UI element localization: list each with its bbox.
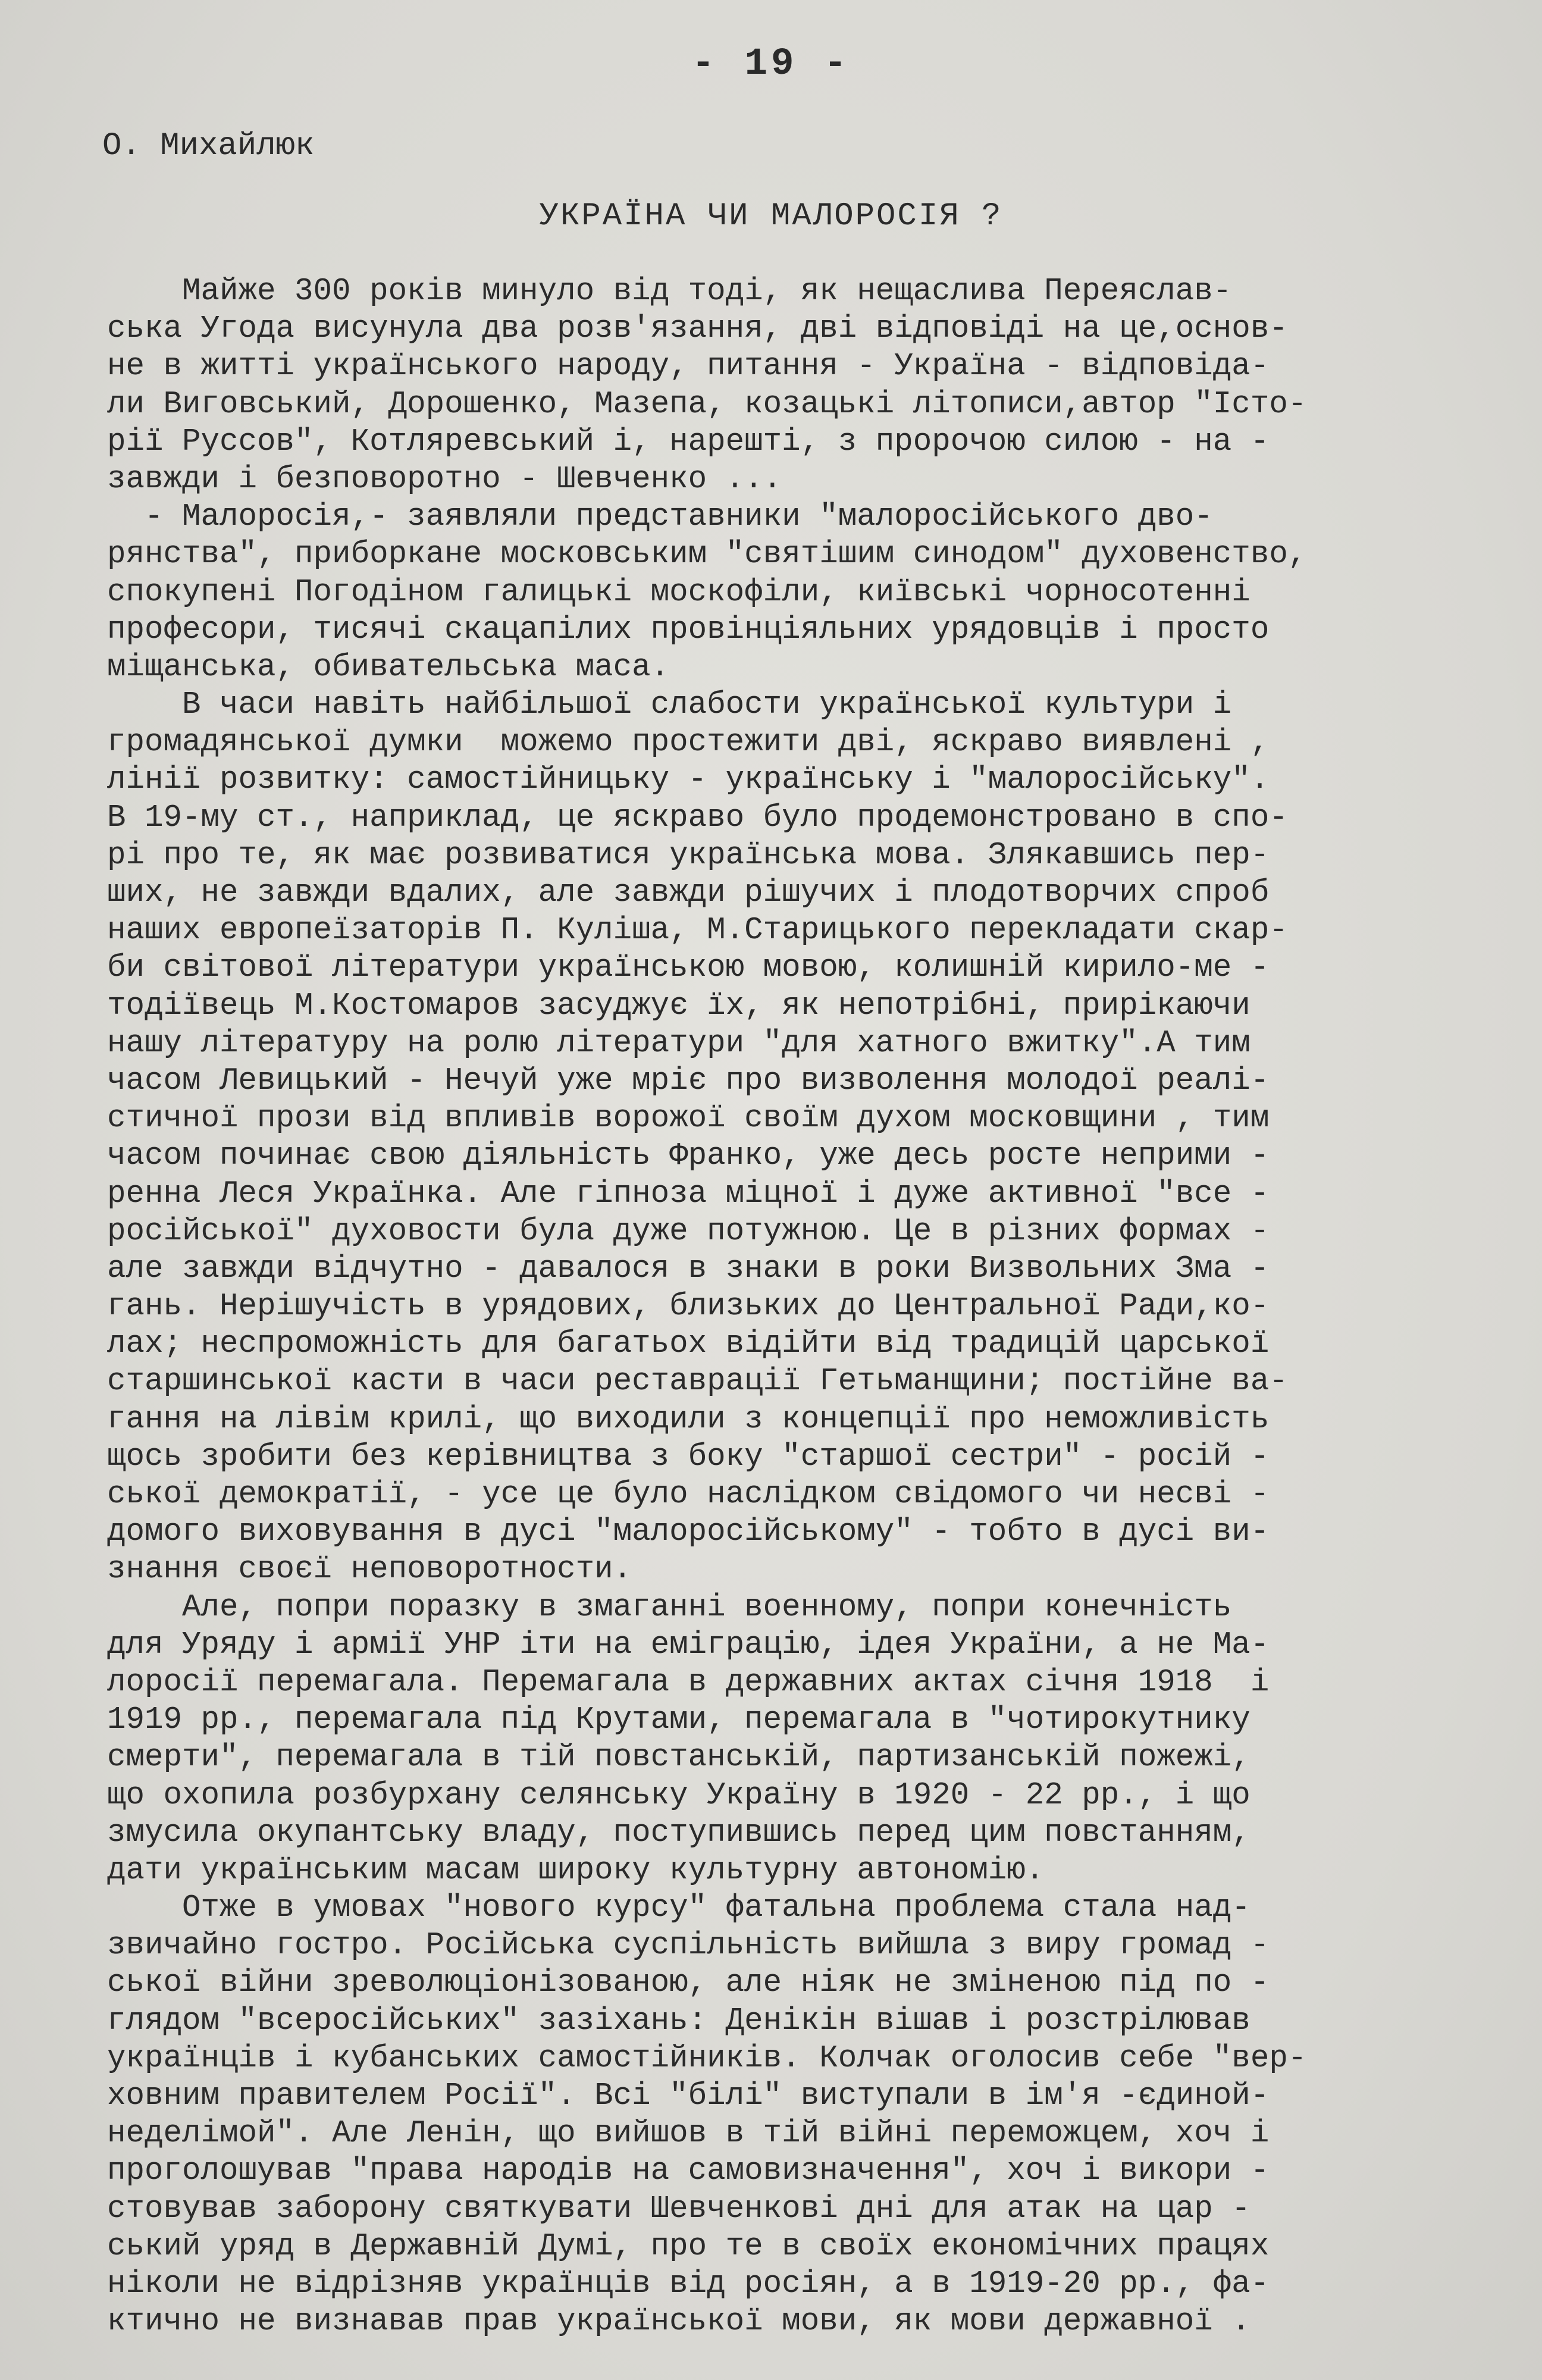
text-line: міщанська, обивательська маса. <box>107 649 670 685</box>
text-line: громадянської думки можемо простежити дві, яскраво виявлені , <box>107 724 1270 760</box>
text-line: ктично не визнавав прав української мови, як мови державної . <box>107 2303 1250 2340</box>
text-line: смерти", перемагала в тій повстанській, партизанській пожежі, <box>107 1739 1250 1775</box>
text-line: ської демократії, - усе це було наслідком свідомого чи несві - <box>107 1476 1270 1512</box>
page-number: - 19 - <box>691 43 851 86</box>
text-line: рі про те, як має розвиватися українська мова. Злякавшись пер- <box>107 837 1270 873</box>
text-line: ховним правителем Росії". Всі "білі" виступали в ім'я -єдиной- <box>107 2078 1270 2113</box>
text-line: рянства", приборкане московським "святішим синодом" духовенство, <box>107 536 1307 572</box>
text-line: 1919 рр., перемагала під Крутами, перемагала в "чотирокутнику <box>107 1702 1250 1738</box>
text-line: не в житті українського народу, питання - Україна - відповіда- <box>107 348 1270 384</box>
text-line: нашу літературу на ролю літератури "для хатного вжитку".А тим <box>107 1025 1250 1061</box>
text-line: українців і кубанських самостійників. Колчак оголосив себе "вер- <box>107 2040 1307 2076</box>
article-body <box>107 273 1463 2340</box>
text-line: лоросії перемагала. Перемагала в державних актах січня 1918 і <box>107 1664 1270 1700</box>
text-line: - Малоросія,- заявляли представники "малоросійського дво- <box>107 499 1213 535</box>
text-line: ли Виговський, Дорошенко, Мазепа, козацькі літописи,автор "Істо- <box>107 386 1307 422</box>
text-line: ніколи не відрізняв українців від росіян, а в 1919-20 рр., фа- <box>107 2265 1270 2301</box>
text-line: ших, не завжди вдалих, але завжди рішучих і плодотворчих спроб <box>107 875 1270 910</box>
text-line: змусила окупантську владу, поступившись перед цим повстанням, <box>107 1814 1250 1850</box>
text-line: гання на лівім крилі, що виходили з концепції про неможливість <box>107 1401 1270 1437</box>
text-line: старшинської касти в часи реставрації Гетьманщини; постійне ва- <box>107 1363 1288 1399</box>
text-line: Отже в умовах "нового курсу" фатальна проблема стала над- <box>107 1890 1250 1926</box>
text-line: професори, тисячі скацапілих провінціяльних урядовців і просто <box>107 611 1270 647</box>
text-line: наших европеїзаторів П. Куліша, М.Старицького перекладати скар- <box>107 912 1288 948</box>
text-line: завжди і безповоротно - Шевченко ... <box>107 461 782 497</box>
text-line: стовував заборону святкувати Шевченкові дні для атак на цар - <box>107 2190 1250 2226</box>
text-line: звичайно гостро. Російська суспільність вийшла з виру громад - <box>107 1927 1270 1964</box>
text-line: щось зробити без керівництва з боку "старшої сестри" - росій - <box>107 1438 1270 1474</box>
author-name: О. Михайлюк <box>102 128 315 164</box>
text-line: лах; неспроможність для багатьох відійти від традицій царської <box>107 1326 1270 1362</box>
text-line: лінії розвитку: самостійницьку - українську і "малоросійську". <box>107 762 1270 798</box>
text-line: ська Угода висунула два розв'язання, дві відповіді на це,основ- <box>107 311 1288 347</box>
text-line: ський уряд в Державній Думі, про те в своїх економічних працях <box>107 2228 1270 2264</box>
text-line: ренна Леся Українка. Але гіпноза міцної і дуже активної "все - <box>107 1175 1270 1211</box>
text-line: рії Руссов", Котляревський і, нарешті, з пророчою силою - на - <box>107 423 1270 459</box>
text-line: для Уряду і армії УНР іти на еміграцію, ідея України, а не Ма- <box>107 1626 1270 1662</box>
text-line: спокупені Погодіном галицькі москофіли, київські чорносотенні <box>107 574 1250 610</box>
article-title: УКРАЇНА ЧИ МАЛОРОСІЯ ? <box>539 198 1003 234</box>
text-line: домого виховування в дусі "малоросійському" - тобто в дусі ви- <box>107 1514 1270 1550</box>
text-line: що охопила розбурхану селянську Україну в 1920 - 22 рр., і що <box>107 1777 1250 1813</box>
text-line: знання своєї неповоротности. <box>107 1551 632 1587</box>
text-line: Але, попри поразку в змаганні военному, попри конечність <box>107 1589 1232 1625</box>
text-line: дати українським масам широку культурну автономію. <box>107 1852 1045 1888</box>
text-line: Майже 300 років минуло від тоді, як нещаслива Переяслав- <box>107 273 1232 309</box>
text-line: часом починає свою діяльність Франко, уже десь росте неприми - <box>107 1138 1270 1174</box>
text-line: часом Левицький - Нечуй уже мріє про визволення молодої реалі- <box>107 1062 1270 1098</box>
text-line: гань. Нерішучість в урядових, близьких до Центральної Ради,ко- <box>107 1288 1270 1324</box>
text-line: стичної прози від впливів ворожої своїм духом московщини , тим <box>107 1100 1270 1136</box>
text-line: але завжди відчутно - давалося в знаки в роки Визвольних Зма - <box>107 1250 1270 1286</box>
text-line: російської" духовости була дуже потужною. Це в різних формах - <box>107 1213 1270 1249</box>
text-line: глядом "всеросійських" зазіхань: Денікін вішав і розстрілював <box>107 2002 1250 2038</box>
text-line: ської війни зреволюціонізованою, але ніяк не зміненою під по - <box>107 1965 1270 2001</box>
text-line: тодіївець М.Костомаров засуджує їх, як непотрібні, прирікаючи <box>107 987 1250 1023</box>
text-line: В 19-му ст., наприклад, це яскраво було продемонстровано в спо- <box>107 799 1288 835</box>
text-line: проголошував "права народів на самовизначення", хоч і викори - <box>107 2153 1270 2189</box>
text-line: В часи навіть найбільшої слабости української культури і <box>107 687 1232 723</box>
text-line: би світової літератури українською мовою, колишній кирило-ме - <box>107 950 1270 986</box>
text-line: неделімой". Але Ленін, що вийшов в тій війні переможцем, хоч і <box>107 2115 1270 2152</box>
